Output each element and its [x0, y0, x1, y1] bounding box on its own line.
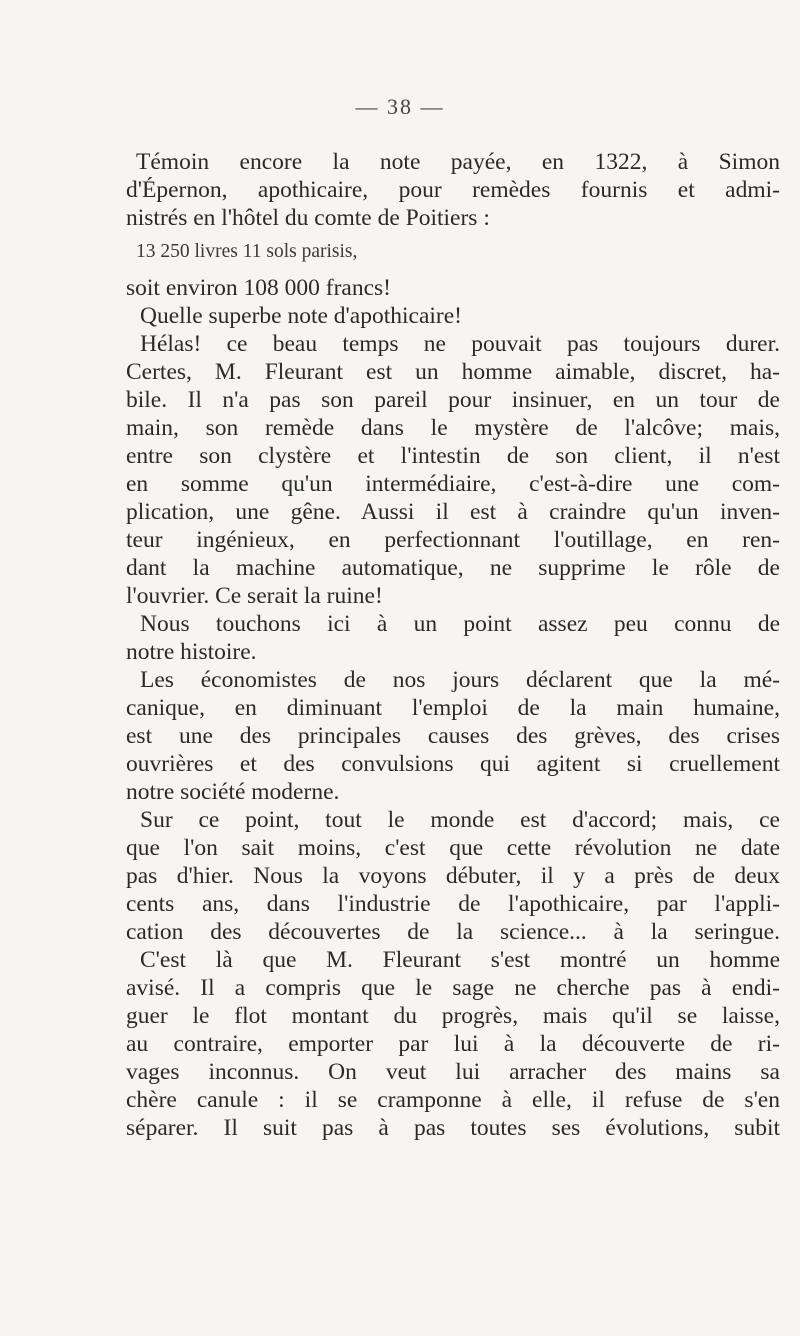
text-line: teur ingénieux, en perfectionnant l'outillage, en ren-	[126, 527, 780, 553]
text-line: en somme qu'un intermédiaire, c'est-à-dire une com-	[126, 471, 780, 497]
text-line: main, son remède dans le mystère de l'alcôve; mais,	[126, 415, 780, 441]
text-line: Quelle superbe note d'apothicaire!	[140, 303, 463, 329]
text-line: avisé. Il a compris que le sage ne cherche pas à endi-	[126, 975, 780, 1001]
text-line: Hélas! ce beau temps ne pouvait pas toujours durer.	[140, 331, 780, 357]
text-line: cents ans, dans l'industrie de l'apothicaire, par l'appli-	[126, 891, 780, 917]
text-line: séparer. Il suit pas à pas toutes ses évolutions, subit	[126, 1115, 780, 1141]
text-line: notre société moderne.	[126, 779, 340, 805]
text-line: ouvrières et des convulsions qui agitent si cruellement	[126, 751, 780, 777]
page-number: — 38 —	[355, 94, 445, 119]
text-line: plication, une gêne. Aussi il est à craindre qu'un inven-	[126, 499, 780, 525]
text-line: est une des principales causes des grèves, des crises	[126, 723, 780, 749]
text-line: 13 250 livres 11 sols parisis,	[136, 241, 358, 262]
text-line: nistrés en l'hôtel du comte de Poitiers :	[126, 205, 490, 231]
text-line: Témoin encore la note payée, en 1322, à Simon	[136, 149, 780, 175]
text-line: C'est là que M. Fleurant s'est montré un homme	[140, 947, 780, 973]
text-line: bile. Il n'a pas son pareil pour insinuer, en un tour de	[126, 387, 780, 413]
text-line: entre son clystère et l'intestin de son client, il n'est	[126, 443, 780, 469]
text-line: pas d'hier. Nous la voyons débuter, il y a près de deux	[126, 863, 780, 889]
text-line: d'Épernon, apothicaire, pour remèdes fournis et admi-	[126, 177, 780, 203]
text-line: Nous touchons ici à un point assez peu connu de	[140, 611, 780, 637]
text-line: Certes, M. Fleurant est un homme aimable, discret, ha-	[126, 359, 780, 385]
text-line: notre histoire.	[126, 639, 257, 665]
text-line: Sur ce point, tout le monde est d'accord; mais, ce	[140, 807, 780, 833]
text-line: soit environ 108 000 francs!	[126, 275, 391, 301]
text-line: l'ouvrier. Ce serait la ruine!	[126, 583, 383, 609]
text-line: vages inconnus. On veut lui arracher des mains sa	[126, 1059, 780, 1085]
text-line: Les économistes de nos jours déclarent que la mé-	[140, 667, 780, 693]
text-line: dant la machine automatique, ne supprime le rôle de	[126, 555, 780, 581]
text-line: que l'on sait moins, c'est que cette révolution ne date	[126, 835, 780, 861]
text-line: cation des découvertes de la science... à la seringue.	[126, 919, 780, 945]
text-line: canique, en diminuant l'emploi de la main humaine,	[126, 695, 780, 721]
text-line: au contraire, emporter par lui à la découverte de ri-	[126, 1031, 780, 1057]
text-line: chère canule : il se cramponne à elle, il refuse de s'en	[126, 1087, 780, 1113]
text-line: guer le flot montant du progrès, mais qu'il se laisse,	[126, 1003, 780, 1029]
